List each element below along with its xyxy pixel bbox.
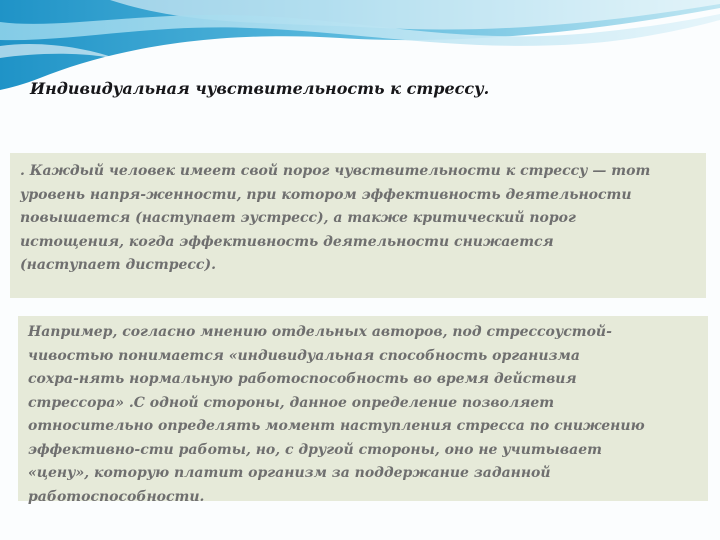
- paragraph-line: уровень напря-женности, при котором эффективность деятельности: [20, 186, 632, 203]
- paragraph-line: сохра-нять нормальную работоспособность во время действия: [28, 371, 577, 387]
- paragraph-line: относительно определять момент наступления стресса по снижению: [28, 418, 645, 434]
- paragraph-line: эффективно-сти работы, но, с другой стороны, оно не учитывает: [28, 441, 602, 458]
- text-block-stress-resistance-definition: [18, 316, 708, 505]
- paragraph-line: истощения, когда эффективность деятельности снижается: [20, 233, 554, 250]
- paragraph-line: стрессора» .С одной стороны, данное определение позволяет: [28, 394, 555, 411]
- decorative-wave-header: [0, 0, 720, 90]
- paragraph-line: повышается (наступает эустресс), а также критический порог: [20, 210, 576, 226]
- paragraph-line: . Каждый человек имеет свой порог чувствительности к стрессу — тот: [20, 163, 651, 179]
- paragraph-line: Например, согласно мнению отдельных авторов, под стрессоустой-: [28, 324, 612, 340]
- paragraph-line: (наступает дистресс).: [20, 257, 216, 273]
- paragraph-line: «цену», которую платит организм за поддержание заданной: [28, 465, 551, 481]
- text-block-sensitivity-threshold: [10, 153, 706, 298]
- paragraph-line: работоспособности.: [28, 488, 205, 505]
- paragraph-line: чивостью понимается «индивидуальная способность организма: [28, 347, 580, 364]
- slide-title: Индивидуальная чувствительность к стрессу.: [30, 79, 490, 98]
